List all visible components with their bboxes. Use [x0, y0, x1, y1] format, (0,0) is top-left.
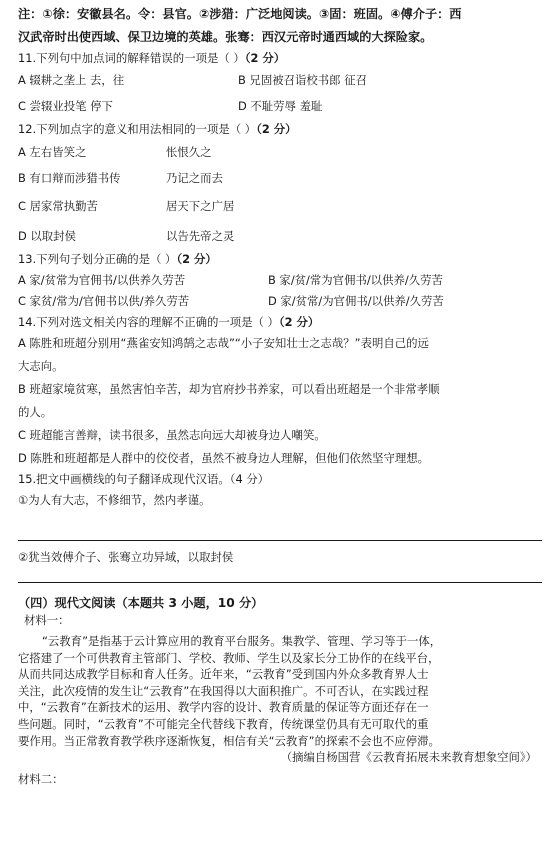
- question-11-stem: [18, 51, 543, 65]
- question-11-option-b: B 兄固被召诣校书郎 征召: [238, 73, 367, 87]
- question-11-options-row-1: [18, 73, 543, 87]
- material-1-paragraph: [18, 633, 543, 766]
- answer-line-2: [18, 582, 542, 583]
- question-13-option-d: D 家/贫常/为官佣书/以供养/久劳苦: [268, 294, 444, 308]
- question-12-option-b: [18, 171, 543, 185]
- question-14-stem: [18, 315, 543, 329]
- question-13-options-row-1: [18, 273, 543, 287]
- question-14-option-d: D 陈胜和班超都是人群中的佼佼者，虽然不被身边人理解，但他们依然坚守理想。: [18, 451, 430, 465]
- question-13-text: 13.下列句子划分正确的是（ ）: [18, 252, 177, 266]
- question-11-points: （2 分）: [244, 51, 286, 65]
- material-1-line-5: 中，“云教育”在新技术的运用、教学内容的设计、教育质量的保证等方面还存在一: [18, 700, 429, 715]
- question-13-options-row-2: [18, 294, 543, 308]
- question-12-option-c-right: 居天下之广居: [166, 199, 235, 213]
- material-1-line-6: 些问题。同时，“云教育”不可能完全代替线下教育，传统课堂仍具有无可取代的重: [18, 716, 429, 731]
- question-12-option-d: [18, 229, 543, 243]
- question-14-option-b-line-1: B 班超家境贫寒，虽然害怕辛苦，却为官府抄书养家，可以看出班超是一个非常孝顺: [18, 382, 440, 396]
- material-1-line-2: 它搭建了一个可供教育主管部门、学校、教师、学生以及家长分工协作的在线平台，: [18, 650, 440, 665]
- question-12-stem: [18, 122, 543, 136]
- question-12-option-d-right: 以告先帝之灵: [166, 229, 235, 243]
- question-12-text: 12.下列加点字的意义和用法相同的一项是（ ）: [18, 122, 257, 136]
- question-11-text: 11.下列句中加点词的解释错误的一项是（ ）: [18, 51, 245, 65]
- question-13-option-a: A 家/贫常为官佣书/以供养久劳苦: [18, 273, 186, 287]
- question-14-option-a-line-2: 大志向。: [18, 359, 64, 373]
- question-11-options-row-2: [18, 99, 543, 113]
- question-13-option-b: B 家/贫/常为官佣书/以供养/久劳苦: [268, 273, 443, 287]
- question-12-option-a-right: 怅恨久之: [166, 145, 212, 159]
- question-13-points: （2 分）: [176, 252, 217, 266]
- question-14-option-c: C 班超能言善辩，读书很多，虽然志向远大却被身边人嘲笑。: [18, 428, 326, 442]
- section-4-title: （四）现代文阅读（本题共 3 小题，10 分）: [18, 596, 264, 610]
- material-1-label: 材料一：: [24, 613, 70, 627]
- question-13-stem: [18, 252, 543, 266]
- question-13-option-c: C 家贫/常为/官佣书以供/养久劳苦: [18, 294, 190, 308]
- question-14-option-b-line-2: 的人。: [18, 405, 53, 419]
- question-11-option-d: D 不耻劳辱 羞耻: [238, 99, 323, 113]
- question-15-sentence-1: ①为人有大志，不修细节，然内孝谨。: [18, 493, 211, 507]
- question-12-option-c: [18, 199, 543, 213]
- question-12-option-d-left: D 以取封侯: [18, 229, 76, 243]
- question-15-sentence-2: ②犹当效傅介子、张骞立功异域，以取封侯: [18, 550, 234, 564]
- question-12-points: （2 分）: [256, 122, 297, 136]
- material-1-line-3: 从而共同达成教学目标和育人任务。近年来，“云教育”受到国内外众多教育界人士: [18, 667, 429, 682]
- question-12-option-a: [18, 145, 543, 159]
- question-14-option-a-line-1: A 陈胜和班超分别用“燕雀安知鸿鹄之志哉”“小子安知壮士之志哉？”表明自己的远: [18, 336, 429, 350]
- material-1-line-4: 关注，此次疫情的发生让“云教育”在我国得以大面积推广。不可否认，在实践过程: [18, 683, 429, 698]
- answer-line-1: [18, 540, 542, 541]
- annotation-note-line-2: 汉武帝时出使西域、保卫边境的英雄。张骞：西汉元帝时通西域的大探险家。: [18, 30, 433, 44]
- question-12-option-a-left: A 左右皆笑之: [18, 145, 87, 159]
- material-1-line-1: “云教育”是指基于云计算应用的教育平台服务。集教学、管理、学习等于一体，: [42, 634, 442, 648]
- question-14-text: 14.下列对选文相关内容的理解不正确的一项是（ ）: [18, 315, 279, 329]
- question-14-points: （2 分）: [278, 315, 320, 329]
- question-12-option-b-right: 乃记之而去: [166, 171, 223, 185]
- question-12-option-b-left: B 有口辩而涉猎书传: [18, 171, 121, 185]
- material-1-line-7: 要作用。当正常教育教学秩序逐渐恢复，相信有关“云教育”的探索不会也不应停滞。: [18, 733, 440, 748]
- question-11-option-c: C 尝辍业投笔 停下: [18, 99, 113, 113]
- material-2-label: 材料二：: [18, 771, 64, 786]
- question-11-option-a: A 辍耕之垄上 去，往: [18, 73, 125, 87]
- question-12-option-c-left: C 居家常执勤苦: [18, 199, 98, 213]
- annotation-note-line-1: 注：①徐：安徽县名。令：县官。②涉猎：广泛地阅读。③固：班固。④傅介子：西: [18, 7, 462, 21]
- question-15-stem: 15.把文中画横线的句子翻译成现代汉语。（4 分）: [18, 472, 270, 486]
- material-1-source: （摘编自杨国营《云教育拓展未来教育想象空间》）: [280, 750, 537, 765]
